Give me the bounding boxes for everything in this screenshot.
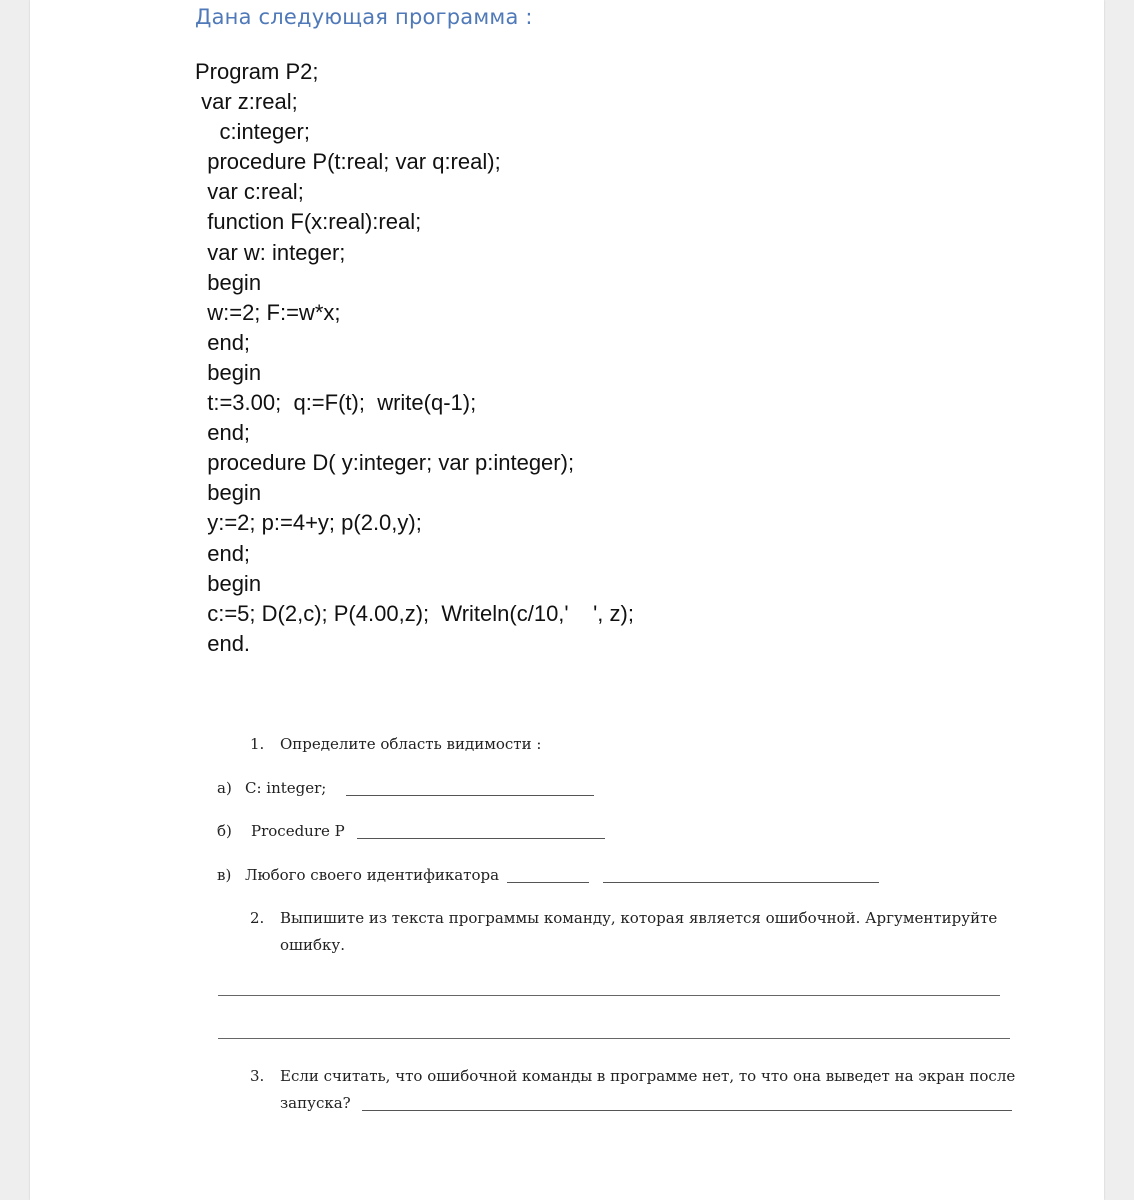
code-line: Program P2;	[195, 59, 319, 84]
question-1	[250, 735, 541, 753]
question-text: Определите область видимости :	[280, 735, 542, 753]
code-line: var z:real;	[195, 89, 298, 115]
answer-line-2b[interactable]	[218, 1038, 1010, 1039]
code-line: w:=2; F:=w*x;	[195, 299, 341, 325]
code-line: begin	[195, 269, 262, 295]
sub-question-text: Procedure P	[251, 822, 345, 840]
sub-question-label: а)	[217, 779, 232, 797]
code-line: procedure P(t:real; var q:real);	[195, 149, 501, 175]
answer-blank-b[interactable]	[357, 838, 605, 839]
sub-question-c	[217, 866, 499, 884]
question-3	[250, 1067, 1015, 1085]
question-2-continuation: ошибку.	[280, 936, 345, 954]
code-line: procedure D( y:integer; var p:integer);	[195, 450, 575, 476]
question-number: 2.	[250, 909, 265, 927]
code-line: begin	[195, 570, 262, 596]
question-2	[250, 909, 997, 927]
code-line: begin	[195, 480, 262, 506]
code-line: c:integer;	[195, 119, 310, 145]
code-line: begin	[195, 359, 262, 385]
code-line: y:=2; p:=4+y; p(2.0,y);	[195, 510, 422, 536]
question-number: 3.	[250, 1067, 265, 1085]
program-code-block	[195, 57, 634, 659]
sub-question-a	[217, 779, 326, 797]
code-line: end.	[195, 630, 251, 656]
code-line: t:=3.00; q:=F(t); write(q-1);	[195, 390, 477, 416]
code-line: end;	[195, 329, 251, 355]
answer-line-2a[interactable]	[218, 995, 1000, 996]
sub-question-b	[217, 822, 345, 840]
answer-blank-3[interactable]	[362, 1110, 1012, 1111]
sub-question-label: в)	[217, 866, 232, 884]
page-title: Дана следующая программа :	[195, 5, 533, 29]
sub-question-text: C: integer;	[245, 779, 327, 797]
answer-blank-c2[interactable]	[603, 882, 879, 883]
code-line: c:=5; D(2,c); P(4.00,z); Writeln(c/10,' ', z);	[195, 600, 634, 626]
code-line: end;	[195, 540, 251, 566]
answer-blank-a[interactable]	[346, 795, 594, 796]
question-number: 1.	[250, 735, 265, 753]
question-text: Выпишите из текста программы команду, которая является ошибочной. Аргументируйте	[280, 909, 998, 927]
code-line: var c:real;	[195, 179, 304, 205]
question-3-continuation: запуска?	[280, 1094, 351, 1112]
answer-blank-c1[interactable]	[507, 882, 589, 883]
code-line: function F(x:real):real;	[195, 209, 422, 235]
question-text: Если считать, что ошибочной команды в программе нет, то что она выведет на экран после	[280, 1067, 1016, 1085]
sub-question-text: Любого своего идентификатора	[245, 866, 500, 884]
sub-question-label: б)	[217, 822, 232, 840]
code-line: end;	[195, 420, 251, 446]
code-line: var w: integer;	[195, 239, 346, 265]
